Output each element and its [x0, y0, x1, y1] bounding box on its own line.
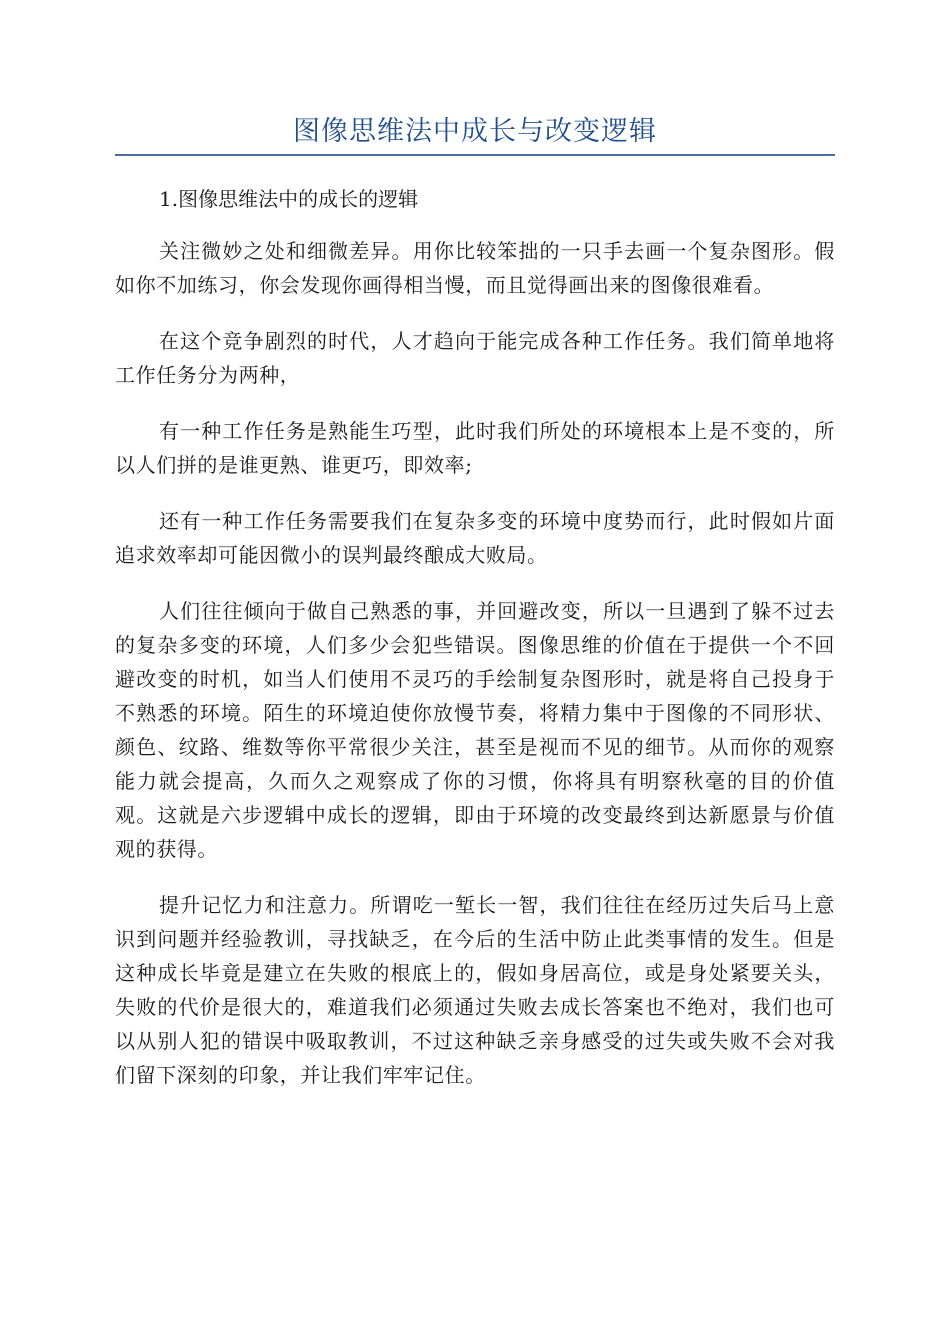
document-title: 图像思维法中成长与改变逻辑: [293, 116, 657, 147]
paragraph-5: 人们往往倾向于做自己熟悉的事，并回避改变，所以一旦遇到了躲不过去的复杂多变的环境，人们多少会犯些错误。图像思维的价值在于提供一个不回避改变的时机，如当人们使用不灵巧的手绘制复杂图形时，就是将自己投身于不熟悉的环境。陌生的环境迫使你放慢节奏，将精力集中于图像的不同形状、颜色、纹路、维数等你平常很少关注，甚至是视而不见的细节。从而你的观察能力就会提高，久而久之观察成了你的习惯，你将具有明察秋毫的目的价值观。这就是六步逻辑中成长的逻辑，即由于环境的改变最终到达新愿景与价值观的获得。: [115, 599, 835, 861]
title-underline: [115, 154, 835, 156]
paragraph-4: 还有一种工作任务需要我们在复杂多变的环境中度势而行，此时假如片面追求效率却可能因微小的误判最终酿成大败局。: [115, 509, 835, 567]
document-page: [115, 0, 835, 1092]
paragraph-2: 在这个竞争剧烈的时代，人才趋向于能完成各种工作任务。我们简单地将工作任务分为两种，: [115, 329, 835, 387]
paragraph-3: 有一种工作任务是熟能生巧型，此时我们所处的环境根本上是不变的，所以人们拼的是谁更熟、谁更巧，即效率;: [115, 419, 835, 477]
paragraph-1: 关注微妙之处和细微差异。用你比较笨拙的一只手去画一个复杂图形。假如你不加练习，你会发现你画得相当慢，而且觉得画出来的图像很难看。: [115, 239, 835, 297]
section-heading: 1.图像思维法中的成长的逻辑: [159, 187, 419, 211]
paragraph-6: 提升记忆力和注意力。所谓吃一堑长一智，我们往往在经历过失后马上意识到问题并经验教训，寻找缺乏，在今后的生活中防止此类事情的发生。但是这种成长毕竟是建立在失败的根底上的，假如身居高位，或是身处紧要关头，失败的代价是很大的，难道我们必须通过失败去成长答案也不绝对，我们也可以从别人犯的错误中吸取教训，不过这种缺乏亲身感受的过失或失败不会对我们留下深刻的印象，并让我们牢牢记住。: [115, 893, 835, 1087]
